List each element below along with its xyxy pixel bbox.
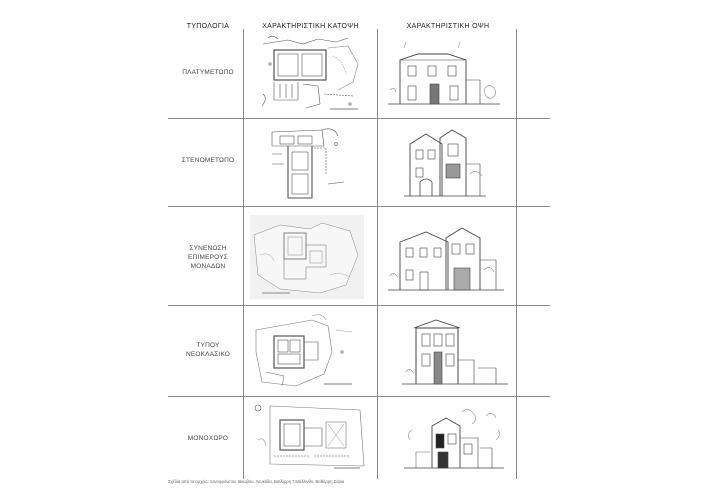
plan-drawing-stenometopo xyxy=(262,124,362,202)
row-divider-4 xyxy=(168,396,550,397)
row-label-synenosi: ΣΥΝΕΝΩΣΗ ΕΠΙΜΕΡΟΥΣ ΜΟΝΑΔΩΝ xyxy=(188,245,228,270)
column-divider-2 xyxy=(377,29,378,479)
row-label-neoklasiko: ΤΥΠΟΥ ΝΕΟΚΛΑΣΙΚΟ xyxy=(185,342,231,358)
elevation-drawing-neoklasiko xyxy=(400,316,510,388)
column-divider-3 xyxy=(516,29,517,479)
plan-drawing-platymetopo xyxy=(258,34,366,114)
elevation-drawing-monochoro xyxy=(402,404,506,472)
row-label-platymetopo: ΠΛΑΤΥΜΕΤΩΠΟ xyxy=(182,69,234,76)
row-label-stenometopo: ΣΤΕΝΟΜΕΤΩΠΟ xyxy=(181,157,235,164)
elevation-drawing-platymetopo xyxy=(388,40,500,108)
elevation-drawing-stenometopo xyxy=(400,124,490,200)
source-caption: Σχέδια από το αρχείο: Ξενοφρόνετου Ιάκωβου, Λευκάδα, Βαθύρρη Τ.Μάλλινθο, Βαθύρρη Σάρια xyxy=(168,479,345,484)
row-divider-2 xyxy=(168,206,550,207)
row-divider-3 xyxy=(168,305,550,306)
header-elevation: ΧΑΡΑΚΤΗΡΙΣΤΙΚΗ ΟΨΗ xyxy=(406,22,490,30)
row-label-monochoro: ΜΟΝΟΧΩΡΟ xyxy=(187,435,229,442)
elevation-drawing-synenosi xyxy=(388,216,504,296)
header-typology: ΤΥΠΟΛΟΓΙΑ xyxy=(186,22,230,30)
plan-drawing-neoklasiko xyxy=(252,312,362,392)
header-plan: ΧΑΡΑΚΤΗΡΙΣΤΙΚΗ ΚΑΤΟΨΗ xyxy=(262,22,359,30)
row-divider-1 xyxy=(168,118,550,119)
plan-drawing-monochoro xyxy=(250,400,370,472)
plan-drawing-synenosi xyxy=(250,215,364,299)
